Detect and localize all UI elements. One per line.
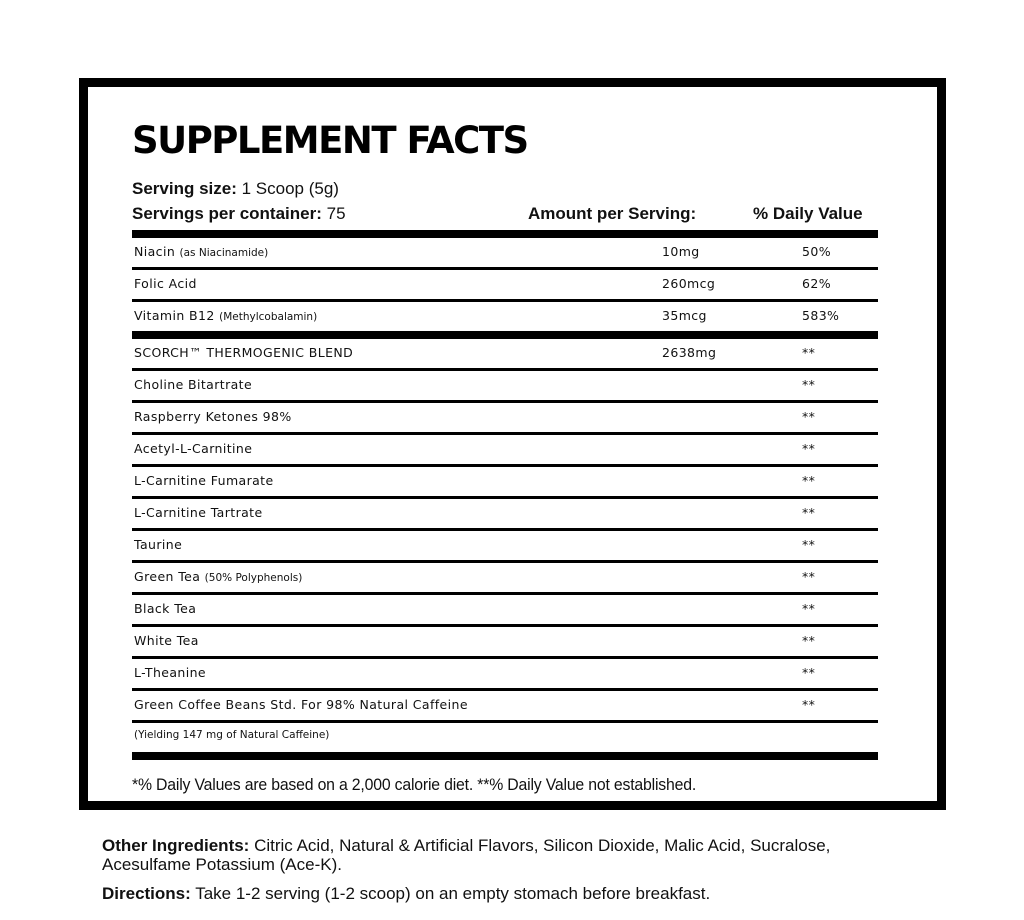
ingredient-name: L-Carnitine Fumarate	[134, 473, 274, 488]
ingredient-dv: **	[802, 473, 816, 488]
table-row	[132, 238, 878, 267]
ingredient-dv: **	[802, 537, 816, 552]
ingredient-dv: **	[802, 665, 816, 680]
supplement-facts-panel	[79, 78, 946, 810]
ingredient-name: Choline Bitartrate	[134, 377, 253, 392]
daily-value-footnote: *% Daily Values are based on a 2,000 calorie diet. **% Daily Value not established.	[132, 775, 697, 794]
ingredient-name: White Tea	[134, 633, 199, 648]
ingredient-dv: **	[802, 601, 816, 616]
ingredient-dv: 50%	[802, 244, 831, 259]
table-row	[132, 627, 878, 656]
table-row	[132, 531, 878, 560]
servings-value: 75	[326, 204, 346, 223]
ingredient-name: Acetyl-L-Carnitine	[134, 441, 253, 456]
ingredient-name: Vitamin B12 (Methylcobalamin)	[134, 308, 318, 323]
ingredient-dv: **	[802, 569, 816, 584]
divider-thick	[132, 230, 878, 238]
ingredient-dv: 62%	[802, 276, 831, 291]
ingredient-dv: **	[802, 633, 816, 648]
ingredient-amount: 10mg	[662, 244, 700, 259]
table-row	[132, 270, 878, 299]
ingredient-dv: **	[802, 409, 816, 424]
ingredient-dv: **	[802, 377, 816, 392]
ingredient-name: Folic Acid	[134, 276, 197, 291]
ingredient-name: Raspberry Ketones 98%	[134, 409, 292, 424]
ingredient-name: L-Theanine	[134, 665, 207, 680]
servings-per-container	[132, 204, 346, 224]
other-ingredients	[102, 836, 922, 874]
ingredient-amount: 260mcg	[662, 276, 716, 291]
serving-size-label: Serving size:	[132, 179, 237, 198]
table-row	[132, 435, 878, 464]
ingredient-dv: **	[802, 441, 816, 456]
yield-note: (Yielding 147 mg of Natural Caffeine)	[134, 729, 330, 741]
ingredient-name: Niacin (as Niacinamide)	[134, 244, 269, 259]
table-row	[132, 371, 878, 400]
table-row	[132, 595, 878, 624]
directions	[102, 884, 710, 903]
ingredient-name: Green Coffee Beans Std. For 98% Natural Caffeine	[134, 697, 468, 712]
ingredient-name: Black Tea	[134, 601, 197, 616]
table-row	[132, 302, 878, 331]
ingredient-dv: **	[802, 505, 816, 520]
ingredient-dv: **	[802, 697, 816, 712]
table-row	[132, 467, 878, 496]
other-ingredients-label: Other Ingredients:	[102, 836, 250, 855]
table-row	[132, 659, 878, 688]
ingredient-name: L-Carnitine Tartrate	[134, 505, 263, 520]
amount-header: Amount per Serving:	[528, 204, 697, 223]
panel-title: SUPPLEMENT FACTS	[132, 119, 528, 162]
divider-thick	[132, 752, 878, 760]
table-row	[132, 499, 878, 528]
table-row	[132, 691, 878, 720]
ingredient-name: Green Tea (50% Polyphenols)	[134, 569, 303, 584]
servings-label: Servings per container:	[132, 204, 322, 223]
directions-text: Take 1-2 serving (1-2 scoop) on an empty stomach before breakfast.	[195, 884, 711, 903]
table-row	[132, 563, 878, 592]
ingredient-dv: 583%	[802, 308, 840, 323]
divider-thick	[132, 331, 878, 339]
serving-size-value: 1 Scoop (5g)	[241, 179, 339, 198]
ingredient-amount: 35mcg	[662, 308, 707, 323]
table-row	[132, 339, 878, 368]
other-ingredients-text: Citric Acid, Natural & Artificial Flavors, Silicon Dioxide, Malic Acid, Sucralose, Acesulfame Potassium (Ace-K).	[102, 836, 831, 874]
serving-size	[132, 179, 339, 199]
daily-value-header: % Daily Value	[753, 204, 863, 223]
yield-note-row	[132, 723, 878, 752]
ingredient-dv: **	[802, 345, 816, 360]
ingredient-name: Taurine	[134, 537, 183, 552]
directions-label: Directions:	[102, 884, 191, 903]
ingredient-name: SCORCH™ THERMOGENIC BLEND	[134, 345, 354, 360]
table-row	[132, 403, 878, 432]
ingredient-amount: 2638mg	[662, 345, 717, 360]
